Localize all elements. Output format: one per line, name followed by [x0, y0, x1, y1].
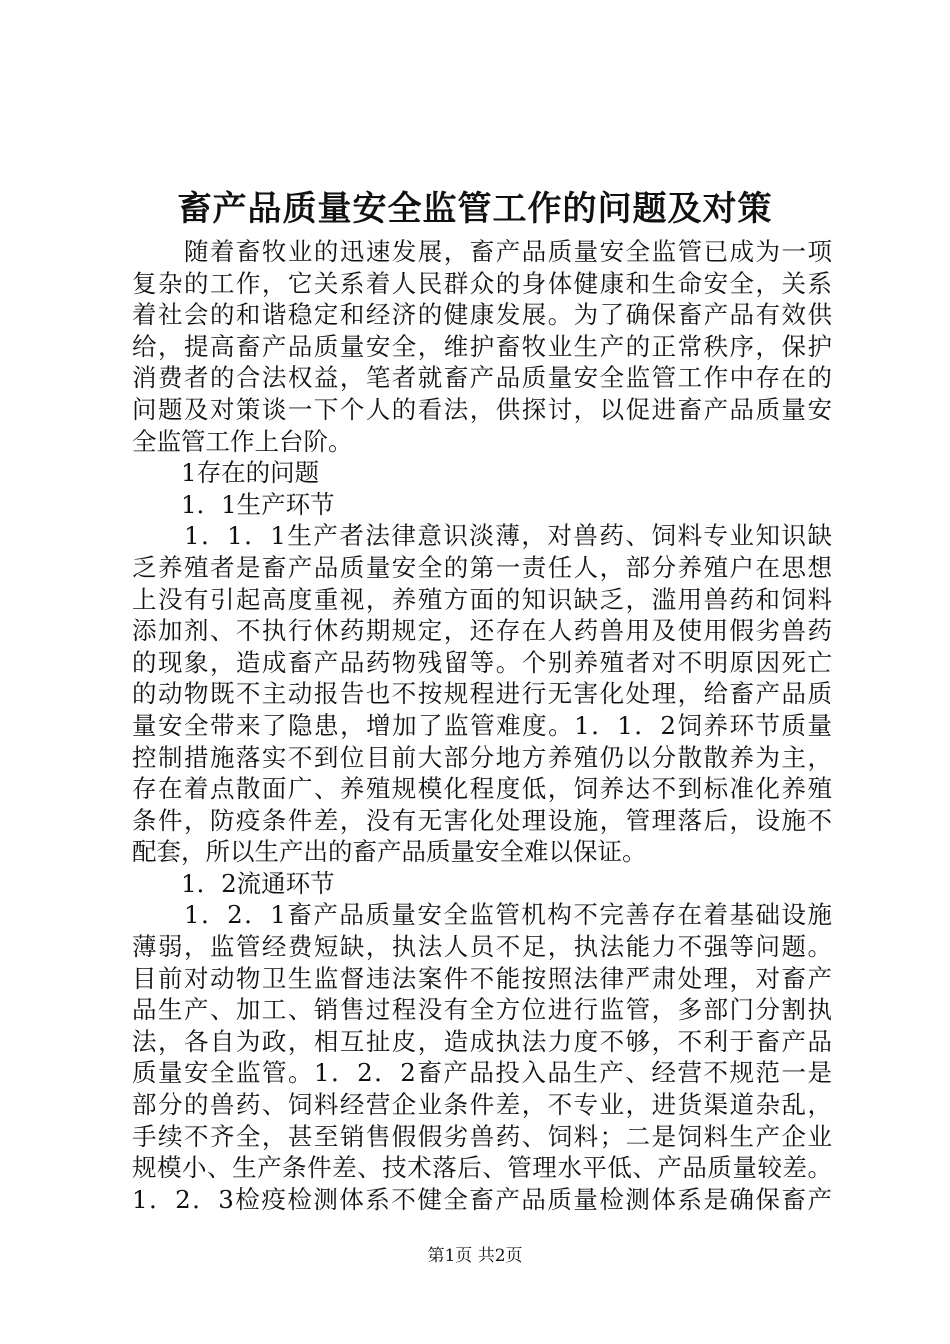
text-line: 1存在的问题: [132, 458, 320, 488]
text-line: 薄弱，监管经费短缺，执法人员不足，执法能力不强等问题。: [132, 932, 832, 962]
text-line: 1．1生产环节: [132, 489, 335, 519]
text-line: 上没有引起高度重视，养殖方面的知识缺乏，滥用兽药和饲料: [132, 584, 832, 614]
text-line: 法，各自为政，相互扯皮，造成执法力度不够，不利于畜产品: [132, 1026, 832, 1056]
text-line: 随着畜牧业的迅速发展，畜产品质量安全监管已成为一项: [132, 237, 832, 266]
text-line: 质量安全监管。1．2．2畜产品投入品生产、经营不规范一是: [132, 1058, 832, 1088]
text-line: 量安全带来了隐患，增加了监管难度。1．1．2饲养环节质量: [132, 710, 832, 740]
text-line: 的现象，造成畜产品药物残留等。个别养殖者对不明原因死亡: [132, 647, 832, 677]
text-line: 的动物既不主动报告也不按规程进行无害化处理，给畜产品质: [132, 679, 832, 709]
text-line: 配套，所以生产出的畜产品质量安全难以保证。: [132, 837, 647, 867]
text-line: 1．1．1生产者法律意识淡薄，对兽药、饲料专业知识缺: [132, 521, 832, 551]
text-line: 条件，防疫条件差，没有无害化处理设施，管理落后，设施不: [132, 805, 832, 835]
text-line: 品生产、加工、销售过程没有全方位进行监管，多部门分割执: [132, 995, 832, 1025]
text-line: 部分的兽药、饲料经营企业条件差，不专业，进货渠道杂乱，: [132, 1090, 832, 1120]
text-line: 规模小、生产条件差、技术落后、管理水平低、产品质量较差。: [132, 1153, 832, 1183]
text-line: 控制措施落实不到位目前大部分地方养殖仍以分散散养为主，: [132, 742, 832, 772]
text-line: 问题及对策谈一下个人的看法，供探讨，以促进畜产品质量安: [132, 394, 832, 424]
text-line: 添加剂、不执行休药期规定，还存在人药兽用及使用假劣兽药: [132, 616, 832, 646]
text-line: 目前对动物卫生监督违法案件不能按照法律严肃处理，对畜产: [132, 963, 832, 993]
text-line: 给，提高畜产品质量安全，维护畜牧业生产的正常秩序，保护: [132, 331, 832, 361]
text-line: 乏养殖者是畜产品质量安全的第一责任人，部分养殖户在思想: [132, 552, 832, 582]
text-line: 复杂的工作，它关系着人民群众的身体健康和生命安全，关系: [132, 268, 832, 298]
text-line: 着社会的和谐稳定和经济的健康发展。为了确保畜产品有效供: [132, 300, 832, 330]
text-line: 1．2流通环节: [132, 868, 335, 898]
text-line: 1．2．3检疫检测体系不健全畜产品质量检测体系是确保畜产: [132, 1184, 832, 1214]
page-number: 第1页 共2页: [427, 1246, 523, 1266]
document-title: 畜产品质量安全监管工作的问题及对策: [177, 189, 773, 229]
text-line: 1．2．1畜产品质量安全监管机构不完善存在着基础设施: [132, 900, 832, 930]
text-line: 存在着点散面广、养殖规模化程度低，饲养达不到标准化养殖: [132, 774, 832, 804]
text-line: 手续不齐全，甚至销售假假劣兽药、饲料；二是饲料生产企业: [132, 1121, 832, 1151]
text-line: 全监管工作上台阶。: [132, 426, 353, 456]
document-body: [132, 236, 832, 1215]
text-line: 消费者的合法权益，笔者就畜产品质量安全监管工作中存在的: [132, 363, 832, 393]
